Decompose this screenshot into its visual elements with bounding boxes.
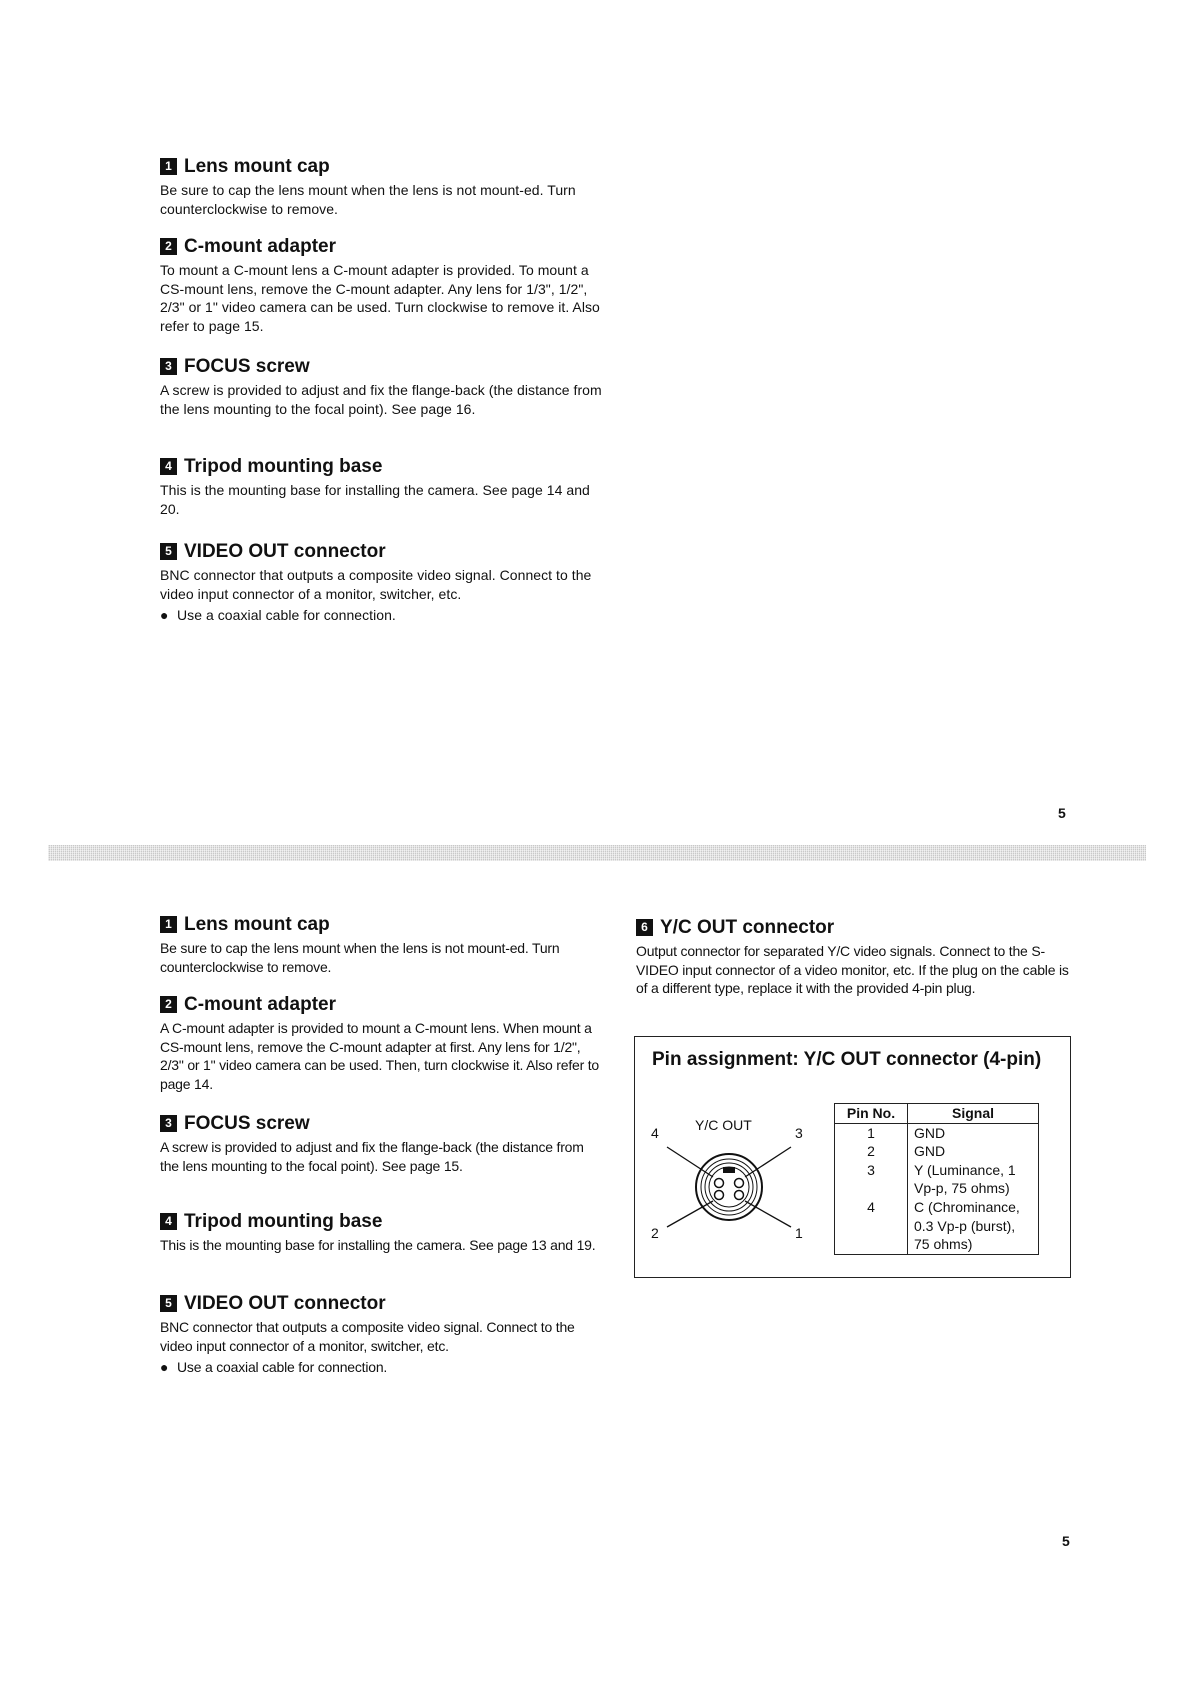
section-heading (160, 455, 605, 478)
bullet-text: Use a coaxial cable for connection. (177, 607, 396, 624)
section-heading (160, 1292, 605, 1315)
pin-number-cell: 1 (835, 1123, 908, 1142)
section-heading (160, 540, 605, 563)
bottom-section-tripod-mounting-base (160, 1210, 605, 1255)
section-title: Tripod mounting base (184, 1211, 383, 1232)
section-number-badge: 4 (160, 1213, 177, 1230)
yc-out-connector-diagram (643, 1117, 823, 1257)
signal-cell: Y (Luminance, 1 Vp-p, 75 ohms) (908, 1161, 1039, 1198)
section-heading (160, 355, 605, 378)
pin-number-cell: 2 (835, 1142, 908, 1161)
section-body: BNC connector that outputs a composite video signal. Connect to the video input connector of a monitor, switcher, etc. (160, 1319, 575, 1354)
section-body: This is the mounting base for installing the camera. See page 14 and 20. (160, 482, 590, 517)
bottom-section-lens-mount-cap (160, 913, 605, 976)
top-section-video-out-connector (160, 540, 605, 625)
table-row (835, 1198, 1039, 1254)
top-section-focus-screw (160, 355, 605, 418)
pin-table-header-row (835, 1104, 1039, 1124)
table-row (835, 1142, 1039, 1161)
bottom-page-number: 5 (1062, 1533, 1070, 1549)
section-heading (160, 1210, 605, 1233)
top-section-c-mount-adapter (160, 235, 605, 335)
section-number-badge: 4 (160, 458, 177, 475)
pin-label-3: 3 (795, 1125, 803, 1141)
section-title: Lens mount cap (184, 156, 330, 177)
section-heading (636, 916, 1076, 939)
section-number-badge: 3 (160, 1115, 177, 1132)
section-body: A screw is provided to adjust and fix the flange-back (the distance from the lens mounting to the focal point). See page 16. (160, 382, 602, 417)
section-title: Lens mount cap (184, 914, 330, 935)
section-title: Tripod mounting base (184, 456, 383, 477)
section-number-badge: 3 (160, 358, 177, 375)
section-body: A screw is provided to adjust and fix the flange-back (the distance from the lens mounting to the focal point). See page 15. (160, 1139, 584, 1174)
pin-number-cell: 3 (835, 1161, 908, 1198)
section-number-badge: 5 (160, 1295, 177, 1312)
section-body: BNC connector that outputs a composite video signal. Connect to the video input connector of a monitor, switcher, etc. (160, 567, 592, 602)
section-title: VIDEO OUT connector (184, 1293, 386, 1314)
bullet-dot-icon: ● (160, 1359, 169, 1376)
pin-label-4: 4 (651, 1125, 659, 1141)
section-title: C-mount adapter (184, 236, 336, 257)
section-body: Be sure to cap the lens mount when the lens is not mount-ed. Turn counterclockwise to remove. (160, 940, 560, 975)
signal-cell: GND (908, 1123, 1039, 1142)
section-title: FOCUS screw (184, 1113, 310, 1134)
section-body: Output connector for separated Y/C video signals. Connect to the S-VIDEO input connector of a video monitor, etc. If the plug on the cable is of a different type, replace it with the provided 4-pin plug. (636, 943, 1069, 997)
section-number-badge: 6 (636, 919, 653, 936)
section-heading (160, 235, 605, 258)
top-page-number: 5 (1058, 805, 1066, 821)
signal-cell: C (Chrominance, 0.3 Vp-p (burst), 75 ohms) (908, 1198, 1039, 1254)
bottom-section-c-mount-adapter (160, 993, 605, 1093)
section-number-badge: 1 (160, 158, 177, 175)
section-heading (160, 993, 605, 1016)
section-title: C-mount adapter (184, 994, 336, 1015)
bullet-dot-icon: ● (160, 607, 169, 624)
section-body: Be sure to cap the lens mount when the lens is not mount-ed. Turn counterclockwise to remove. (160, 182, 576, 217)
pin-table (834, 1103, 1039, 1255)
table-row (835, 1161, 1039, 1198)
bullet-item (160, 1358, 605, 1377)
top-section-lens-mount-cap (160, 155, 605, 218)
section-heading (160, 1112, 605, 1135)
signal-header: Signal (908, 1104, 1039, 1124)
table-row (835, 1123, 1039, 1142)
section-body: This is the mounting base for installing the camera. See page 13 and 19. (160, 1237, 596, 1253)
pin-no-header: Pin No. (835, 1104, 908, 1124)
section-heading (160, 913, 605, 936)
bullet-text: Use a coaxial cable for connection. (177, 1359, 388, 1376)
pin-label-2: 2 (651, 1225, 659, 1241)
pin-number-cell: 4 (835, 1198, 908, 1254)
pin-assignment-title: Pin assignment: Y/C OUT connector (4-pin) (652, 1049, 1042, 1070)
section-number-badge: 5 (160, 543, 177, 560)
bottom-section-focus-screw (160, 1112, 605, 1175)
page-divider (48, 845, 1146, 861)
section-body: To mount a C-mount lens a C-mount adapter is provided. To mount a CS-mount lens, remove the C-mount adapter. Any lens for 1/3", 1/2", 2/3" or 1" video camera can be used. Turn clockwise to remove it. Also refer to page 15. (160, 262, 600, 334)
bottom-section-video-out-connector (160, 1292, 605, 1377)
bottom-section-yc-out-connector (636, 916, 1076, 998)
section-number-badge: 2 (160, 996, 177, 1013)
top-section-tripod-mounting-base (160, 455, 605, 518)
section-body: A C-mount adapter is provided to mount a C-mount lens. When mount a CS-mount lens, remove the C-mount adapter at first. Any lens for 1/2", 2/3" or 1" video camera can be used. Then, turn clockwise it. Also refer to page 14. (160, 1020, 600, 1092)
section-heading (160, 155, 605, 178)
pin-assignment-box (634, 1036, 1071, 1278)
section-title: VIDEO OUT connector (184, 541, 386, 562)
signal-cell: GND (908, 1142, 1039, 1161)
bullet-item (160, 606, 605, 625)
connector-label: Y/C OUT (695, 1117, 752, 1133)
pin-label-1: 1 (795, 1225, 803, 1241)
section-title: Y/C OUT connector (660, 917, 835, 938)
section-number-badge: 2 (160, 238, 177, 255)
section-title: FOCUS screw (184, 356, 310, 377)
section-number-badge: 1 (160, 916, 177, 933)
